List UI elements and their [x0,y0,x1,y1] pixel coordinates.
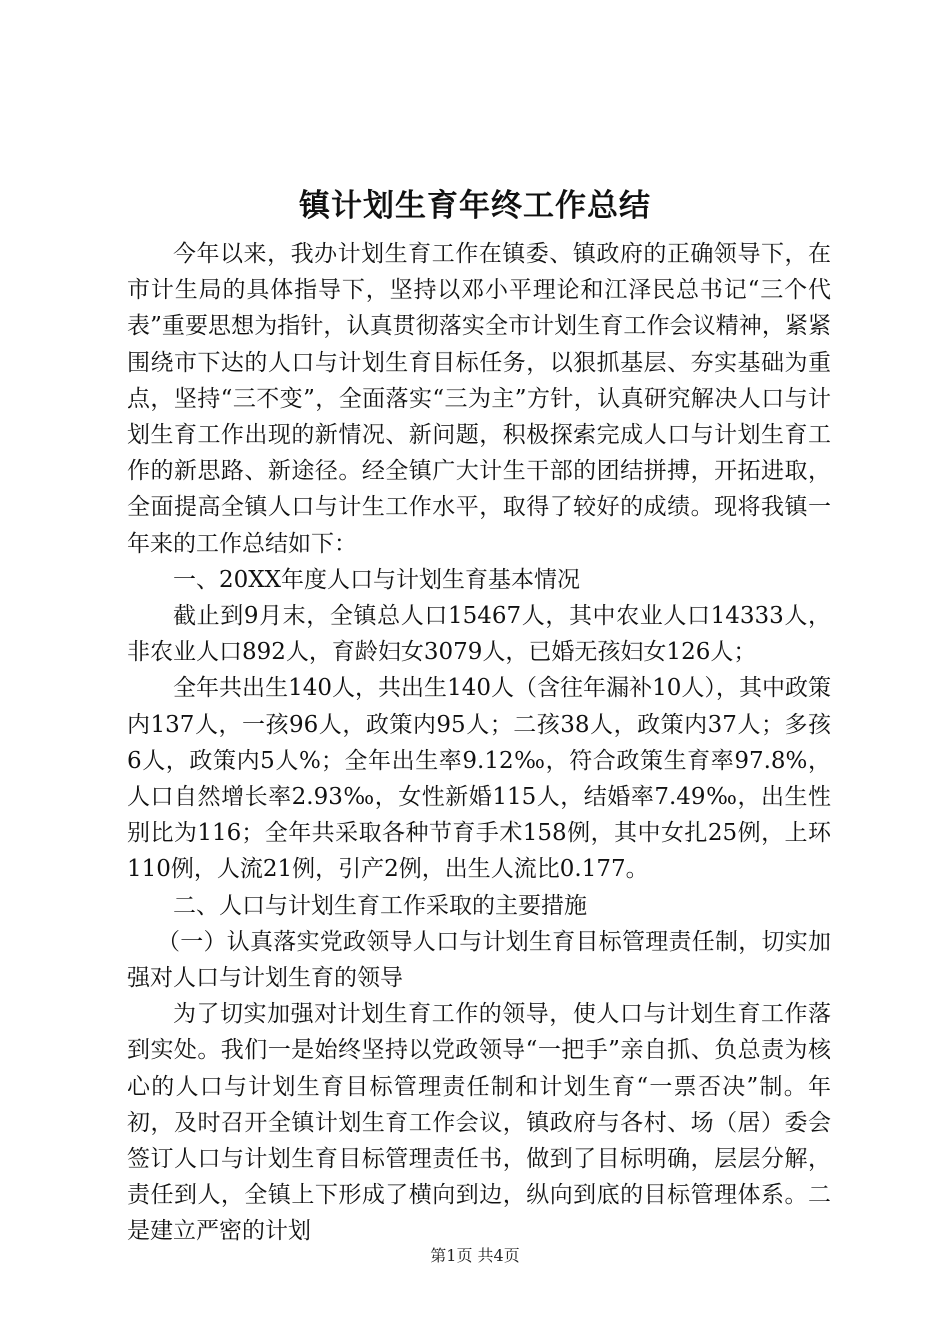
document-title: 镇计划生育年终工作总结 [299,188,651,224]
subsection-heading-responsibility: （一）认真落实党政领导人口与计划生育目标管理责任制，切实加强对人口与计划生育的领导 [127,928,831,992]
paragraph-population: 截止到9月末，全镇总人口15467人，其中农业人口14333人，非农业人口892人，育龄妇女3079人，已婚无孩妇女126人； [127,603,831,666]
page-footer: 第1页 共4页 [430,1246,520,1265]
section-heading-measures: 二、人口与计划生育工作采取的主要措施 [173,892,587,919]
paragraph-intro: 今年以来，我办计划生育工作在镇委、镇政府的正确领导下，在市计生局的具体指导下，坚持以邓小平理论和江泽民总书记“三个代表”重要思想为指针，认真贯彻落实全市计划生育工作会议精神，紧紧围绕市下达的人口与计划生育目标任务，以狠抓基层、夯实基础为重点，坚持“三不变”，全面落实“三为主”方针，认真研究解决人口与计划生育工作出现的新情况、新问题，积极探索完成人口与计划生育工作的新思路、新途径。经全镇广大计生干部的团结拼搏，开拓进取，全面提高全镇人口与计生工作水平，取得了较好的成绩。现将我镇一年来的工作总结如下： [127,241,831,557]
paragraph-births: 全年共出生140人，共出生140人（含往年漏补10人），其中政策内137人，一孩96人，政策内95人；二孩38人，政策内37人；多孩6人，政策内5人%；全年出生率9.12‰，符合政策生育率97.8%，人口自然增长率2.93‰，女性新婚115人，结婚率7.49‰，出生性别比为116；全年共采取各种节育手术158例，其中女扎25例，上环110例，人流21例，引产2例，出生人流比0.177。 [127,675,831,883]
paragraph-leadership: 为了切实加强对计划生育工作的领导，使人口与计划生育工作落到实处。我们一是始终坚持以党政领导“一把手”亲自抓、负总责为核心的人口与计划生育目标管理责任制和计划生育“一票否决”制。年初，及时召开全镇计划生育工作会议，镇政府与各村、场（居）委会签订人口与计划生育目标管理责任书，做到了目标明确，层层分解，责任到人，全镇上下形成了横向到边，纵向到底的目标管理体系。二是建立严密的计划 [127,1001,831,1245]
section-heading-basic-situation: 一、20XX年度人口与计划生育基本情况 [173,566,581,593]
document-body [127,236,831,1250]
